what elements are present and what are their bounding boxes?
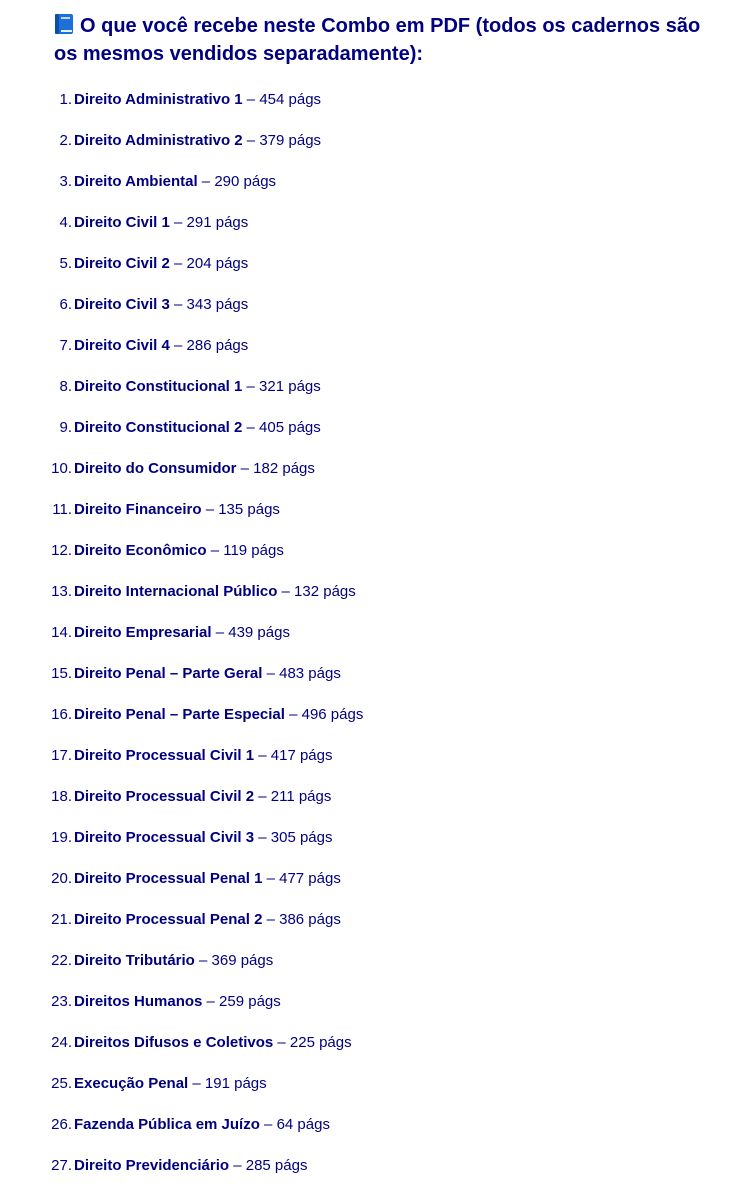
list-item xyxy=(0,571,746,612)
list-item xyxy=(0,284,746,325)
page-count: – 211 págs xyxy=(254,788,332,805)
list-item-number: 2. xyxy=(59,132,72,149)
list-item xyxy=(0,530,746,571)
book-title: Execução Penal xyxy=(74,1075,189,1092)
list-item xyxy=(0,1063,746,1104)
book-title: Direito Civil 2 xyxy=(74,255,170,272)
book-title: Direito Penal – Parte Geral xyxy=(74,665,263,682)
list-item-content xyxy=(74,366,321,407)
list-item-content xyxy=(74,776,331,817)
book-title: Direito Processual Civil 1 xyxy=(74,747,255,764)
list-item xyxy=(0,366,746,407)
book-title: Direito Tributário xyxy=(74,952,195,969)
list-item xyxy=(0,489,746,530)
page-count: – 417 págs xyxy=(254,747,333,764)
book-title: Direito Financeiro xyxy=(74,501,202,518)
list-item-number: 10. xyxy=(51,460,72,477)
list-item-content xyxy=(74,1104,330,1145)
list-item xyxy=(0,817,746,858)
page-count: – 439 págs xyxy=(211,624,290,641)
page-count: – 259 págs xyxy=(202,993,281,1010)
list-item-number: 8. xyxy=(59,378,72,395)
book-list xyxy=(0,79,746,1186)
list-item-number: 26. xyxy=(51,1116,72,1133)
page-count: – 132 págs xyxy=(277,583,356,600)
list-item xyxy=(0,694,746,735)
list-item xyxy=(0,735,746,776)
list-item-number: 22. xyxy=(51,952,72,969)
list-item-content xyxy=(74,1022,352,1063)
list-item-content xyxy=(74,407,321,448)
list-item-number: 16. xyxy=(51,706,72,723)
book-title: Direito Ambiental xyxy=(74,173,198,190)
page-count: – 477 págs xyxy=(262,870,341,887)
page-count: – 191 págs xyxy=(188,1075,267,1092)
list-item xyxy=(0,448,746,489)
book-title: Direito Administrativo 2 xyxy=(74,132,243,149)
page-count: – 286 págs xyxy=(169,337,249,354)
book-title: Direito Processual Penal 1 xyxy=(74,870,263,887)
page-count: – 291 págs xyxy=(169,214,249,231)
list-item xyxy=(0,161,746,202)
book-title: Direito do Consumidor xyxy=(74,460,237,477)
list-item-number: 17. xyxy=(51,747,72,764)
page-count: – 386 págs xyxy=(262,911,341,928)
list-item xyxy=(0,899,746,940)
list-item xyxy=(0,612,746,653)
list-item-content xyxy=(74,981,281,1022)
page-count: – 343 págs xyxy=(169,296,249,313)
page-count: – 285 págs xyxy=(229,1157,308,1174)
list-item xyxy=(0,653,746,694)
book-title: Direito Penal – Parte Especial xyxy=(74,706,285,723)
book-title: Direitos Humanos xyxy=(74,993,203,1010)
list-item xyxy=(0,981,746,1022)
list-item-number: 7. xyxy=(59,337,72,354)
list-item-content xyxy=(74,325,248,366)
page-count: – 483 págs xyxy=(262,665,341,682)
list-item-number: 14. xyxy=(51,624,72,641)
list-item-number: 13. xyxy=(51,583,72,600)
list-item-content xyxy=(74,899,341,940)
page-count: – 496 págs xyxy=(284,706,364,723)
list-item xyxy=(0,776,746,817)
list-item-content xyxy=(74,817,332,858)
page-count: – 135 págs xyxy=(201,501,280,518)
book-title: Direito Constitucional 1 xyxy=(74,378,243,395)
list-item xyxy=(0,243,746,284)
list-item-content xyxy=(74,940,273,981)
book-title: Direito Administrativo 1 xyxy=(74,91,243,108)
list-item-content xyxy=(74,612,290,653)
list-item-content xyxy=(74,1063,267,1104)
list-item-number: 1. xyxy=(59,91,72,108)
list-item-content xyxy=(74,243,248,284)
page-count: – 379 págs xyxy=(242,132,322,149)
list-item-number: 18. xyxy=(51,788,72,805)
list-item xyxy=(0,325,746,366)
list-item-content xyxy=(74,284,248,325)
list-item-number: 6. xyxy=(59,296,72,313)
page-count: – 225 págs xyxy=(273,1034,352,1051)
list-item-content xyxy=(74,79,321,120)
book-title: Direito Processual Civil 3 xyxy=(74,829,255,846)
book-title: Direito Civil 3 xyxy=(74,296,170,313)
list-item xyxy=(0,120,746,161)
list-item-content xyxy=(74,489,280,530)
book-title: Direito Processual Civil 2 xyxy=(74,788,255,805)
list-item-content xyxy=(74,120,321,161)
book-title: Direito Econômico xyxy=(74,542,207,559)
list-item-number: 24. xyxy=(51,1034,72,1051)
book-title: Direito Constitucional 2 xyxy=(74,419,243,436)
list-item xyxy=(0,1145,746,1186)
list-item-content xyxy=(74,161,276,202)
book-title: Direito Processual Penal 2 xyxy=(74,911,263,928)
section-heading xyxy=(54,12,724,68)
list-item-content xyxy=(74,448,315,489)
page-count: – 369 págs xyxy=(194,952,274,969)
list-item-number: 9. xyxy=(59,419,72,436)
list-item xyxy=(0,1104,746,1145)
list-item xyxy=(0,1022,746,1063)
book-title: Direito Previdenciário xyxy=(74,1157,230,1174)
list-item-content xyxy=(74,571,356,612)
blue-book-icon xyxy=(54,13,74,35)
list-item-content xyxy=(74,202,248,243)
list-item-number: 4. xyxy=(59,214,72,231)
list-item-content xyxy=(74,653,341,694)
list-item-number: 20. xyxy=(51,870,72,887)
list-item-number: 25. xyxy=(51,1075,72,1092)
page-count: – 204 págs xyxy=(169,255,249,272)
list-item-content xyxy=(74,858,341,899)
page-count: – 321 págs xyxy=(242,378,321,395)
book-title: Direito Internacional Público xyxy=(74,583,278,600)
heading-text: O que você recebe neste Combo em PDF (todos os cadernos são os mesmos vendidos separadamente): xyxy=(54,15,701,65)
list-item-number: 5. xyxy=(59,255,72,272)
list-item-number: 27. xyxy=(51,1157,72,1174)
page-count: – 119 págs xyxy=(206,542,284,559)
list-item xyxy=(0,79,746,120)
list-item-content xyxy=(74,735,332,776)
book-title: Fazenda Pública em Juízo xyxy=(74,1116,260,1133)
list-item-number: 3. xyxy=(59,173,72,190)
book-title: Direito Civil 4 xyxy=(74,337,170,354)
book-title: Direito Civil 1 xyxy=(74,214,170,231)
page-count: – 182 págs xyxy=(236,460,315,477)
list-item-number: 23. xyxy=(51,993,72,1010)
page-count: – 64 págs xyxy=(259,1116,330,1133)
page-count: – 454 págs xyxy=(242,91,322,108)
list-item xyxy=(0,858,746,899)
list-item-content xyxy=(74,1145,307,1186)
page-count: – 405 págs xyxy=(242,419,321,436)
list-item-number: 12. xyxy=(51,542,72,559)
page-count: – 305 págs xyxy=(254,829,333,846)
book-title: Direito Empresarial xyxy=(74,624,212,641)
list-item xyxy=(0,202,746,243)
page-count: – 290 págs xyxy=(197,173,277,190)
list-item-content xyxy=(74,694,363,735)
list-item xyxy=(0,940,746,981)
list-item-number: 11. xyxy=(52,501,72,518)
list-item-number: 21. xyxy=(51,911,72,928)
list-item-number: 19. xyxy=(51,829,72,846)
list-item-content xyxy=(74,530,284,571)
list-item-number: 15. xyxy=(51,665,72,682)
book-title: Direitos Difusos e Coletivos xyxy=(74,1034,274,1051)
list-item xyxy=(0,407,746,448)
